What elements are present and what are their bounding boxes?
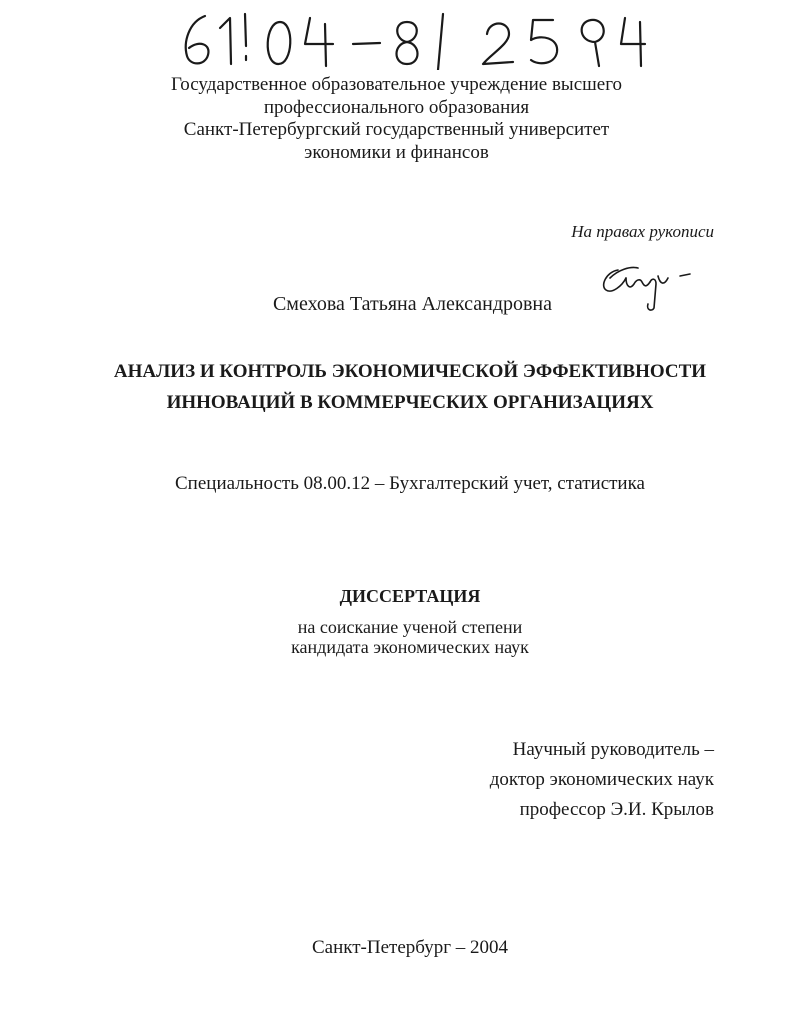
institution-name [100,74,693,164]
author-name: Смехова Татьяна Александровна [272,293,553,315]
institution-line: Санкт-Петербургский государственный университет [183,119,610,140]
institution-line: Государственное образовательное учреждение высшего [170,74,623,95]
title-line: ИННОВАЦИЙ В КОММЕРЧЕСКИХ ОРГАНИЗАЦИЯХ [166,392,654,413]
document-type: ДИССЕРТАЦИЯ [339,586,481,606]
scientific-supervisor [400,735,714,825]
supervisor-line: доктор экономических наук [489,769,714,790]
supervisor-line: профессор Э.И. Крылов [519,799,714,820]
manuscript-rights-note: На правах рукописи [571,222,714,241]
supervisor-line: Научный руководитель – [512,739,714,760]
degree-description [60,617,760,657]
dissertation-title [60,356,760,418]
specialty-line: Специальность 08.00.12 – Бухгалтерский учет, статистика [175,473,645,494]
institution-line: профессионального образования [263,96,530,118]
handwritten-archive-code [175,8,655,70]
degree-line: кандидата экономических наук [291,637,529,657]
place-and-year: Санкт-Петербург – 2004 [311,937,508,958]
title-line: АНАЛИЗ И КОНТРОЛЬ ЭКОНОМИЧЕСКОЙ ЭФФЕКТИВНОСТИ [113,361,707,382]
institution-line: экономики и финансов [304,141,489,163]
degree-line: на соискание ученой степени [297,617,523,637]
